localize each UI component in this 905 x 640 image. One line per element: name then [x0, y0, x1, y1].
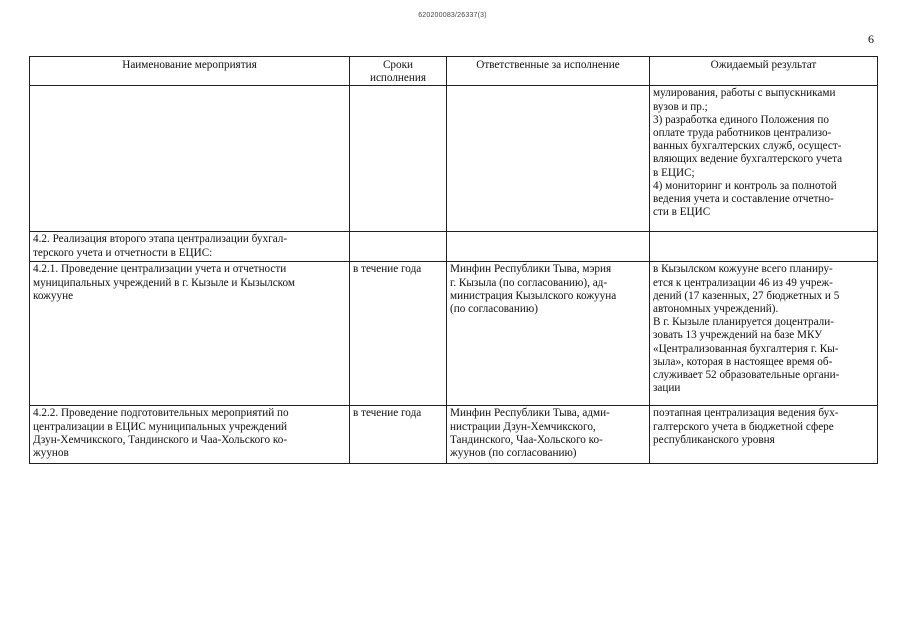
column-header-responsible: Ответственные за исполнение	[447, 57, 650, 86]
table-row	[30, 262, 878, 406]
table-row	[30, 406, 878, 464]
table-row	[30, 232, 878, 262]
column-header-term: Сроки исполнения	[350, 57, 447, 86]
cell-result: мулирования, работы с выпускниками вузов и пр.; 3) разработка единого Положения по оплате труда работников централизо- ванных бухгалтерских служб, осущест- вляющих ведение бухгалтерского учета в ЕЦИС; 4) мониторинг и контроль за полнотой ведения учета и составление отчетно- сти в ЕЦИС	[650, 86, 878, 232]
column-header-result: Ожидаемый результат	[650, 57, 878, 86]
cell-responsible: Минфин Республики Тыва, мэрия г. Кызыла (по согласованию), ад- министрация Кызылского кожууна (по согласованию)	[447, 262, 650, 406]
cell-result: поэтапная централизация ведения бух- галтерского учета в бюджетной сфере республиканского уровня	[650, 406, 878, 464]
table-row	[30, 86, 878, 232]
cell-term: в течение года	[350, 262, 447, 406]
table-header-row	[30, 57, 878, 86]
cell-term	[350, 86, 447, 232]
cell-result	[650, 232, 878, 262]
cell-name: 4.2. Реализация второго этапа централизации бухгал- терского учета и отчетности в ЕЦИС:	[30, 232, 350, 262]
cell-term	[350, 232, 447, 262]
cell-responsible	[447, 86, 650, 232]
cell-name: 4.2.1. Проведение централизации учета и отчетности муниципальных учреждений в г. Кызыле и Кызылском кожууне	[30, 262, 350, 406]
cell-result: в Кызылском кожууне всего планиру- ется к централизации 46 из 49 учреж- дений (17 казенных, 27 бюджетных и 5 автономных учреждений). В г. Кызыле планируется доцентрали- зовать 13 учреждений на базе МКУ «Централизованная бухгалтерия г. Кы- зыла», которая в настоящее время об- служивает 52 образовательные органи- зации	[650, 262, 878, 406]
plan-table	[29, 56, 878, 464]
cell-term: в течение года	[350, 406, 447, 464]
cell-responsible	[447, 232, 650, 262]
cell-name: 4.2.2. Проведение подготовительных мероприятий по централизации в ЕЦИС муниципальных учреждений Дзун-Хемчикского, Тандинского и Чаа-Хольского ко- жуунов	[30, 406, 350, 464]
page-number: 6	[868, 32, 874, 46]
cell-name	[30, 86, 350, 232]
column-header-name: Наименование мероприятия	[30, 57, 350, 86]
document-id: 620200083/26337(3)	[418, 12, 487, 19]
cell-responsible: Минфин Республики Тыва, адми- нистрации Дзун-Хемчикского, Тандинского, Чаа-Хольского ко- жуунов (по согласованию)	[447, 406, 650, 464]
